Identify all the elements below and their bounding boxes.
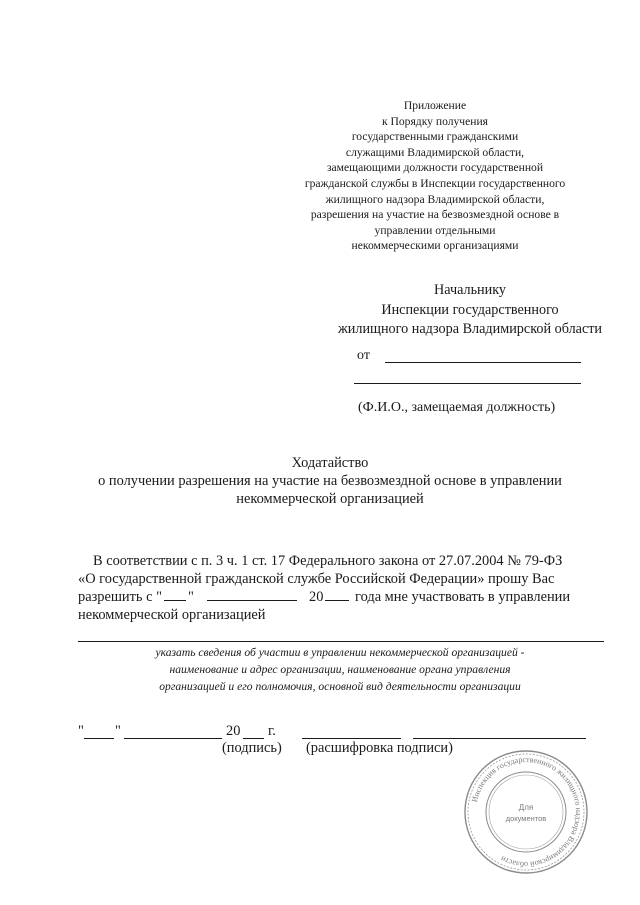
appendix-line: Приложение xyxy=(403,99,467,112)
appendix-line: разрешения на участие на безвозмездной основе в xyxy=(310,208,560,222)
sig-year-blank[interactable] xyxy=(243,738,264,739)
organization-info-line[interactable] xyxy=(78,641,604,642)
appendix-line: государственными гражданскими xyxy=(351,130,519,144)
body-text: 20 xyxy=(309,589,324,605)
appendix-line: к Порядку получения xyxy=(381,114,489,128)
from-label: от xyxy=(357,348,370,363)
addressee-line: Начальнику xyxy=(433,282,507,298)
addressee-line: жилищного надзора Владимирской области xyxy=(337,321,603,337)
sig-day-blank[interactable] xyxy=(84,738,114,739)
stamp-seal xyxy=(462,748,590,876)
stamp-ring-text: Инспекция государственного жилищного надзора Владимирской области xyxy=(470,754,584,870)
year-blank[interactable] xyxy=(325,588,349,601)
decode-label: (расшифровка подписи) xyxy=(306,740,453,756)
body-text: разрешить с " xyxy=(78,589,162,605)
title-line: о получении разрешения на участие на безвозмездной основе в управлении xyxy=(98,473,562,489)
appendix-line: гражданской службы в Инспекции государственного xyxy=(304,176,566,190)
title-line: некоммерческой организацией xyxy=(236,491,424,507)
hint-line: наименование и адрес организации, наименование органа управления xyxy=(169,663,511,677)
hint-block xyxy=(80,644,600,696)
title-heading: Ходатайство xyxy=(291,455,369,471)
stamp-center-text-2: документов xyxy=(505,814,547,823)
hint-line: указать сведения об участии в управлении некоммерческой организацией - xyxy=(155,646,525,659)
sig-year-prefix: 20 xyxy=(226,723,241,739)
from-position-blank[interactable] xyxy=(354,383,581,384)
stamp-center-text-1: Для xyxy=(518,803,534,812)
addressee-line: Инспекции государственного xyxy=(381,301,559,318)
body-text: года мне участвовать в управлении xyxy=(355,589,571,605)
sig-quote-close: " xyxy=(115,723,121,739)
from-name-blank[interactable] xyxy=(385,362,581,363)
body-line-2: «О государственной гражданской службе Российской Федерации» прошу Вас xyxy=(78,571,555,587)
appendix-caption xyxy=(270,98,600,254)
sig-month-blank[interactable] xyxy=(124,738,222,739)
body-line-1: В соответствии с п. 3 ч. 1 ст. 17 Федерального закона от 27.07.2004 № 79-ФЗ xyxy=(93,553,563,569)
month-blank[interactable] xyxy=(207,588,297,601)
appendix-line: замещающими должности государственной xyxy=(326,161,544,175)
addressee-block xyxy=(300,281,640,340)
sig-quote-open: " xyxy=(78,723,84,739)
document-title xyxy=(40,454,620,508)
body-line-4: некоммерческой организацией xyxy=(78,607,266,623)
sign-label: (подпись) xyxy=(222,740,282,756)
sig-year-suffix: г. xyxy=(268,723,276,739)
appendix-line: некоммерческими организациями xyxy=(351,239,519,253)
fio-label: (Ф.И.О., замещаемая должность) xyxy=(358,400,556,415)
appendix-line: управлении отдельными xyxy=(374,223,496,237)
hint-line: организацией и его полномочия, основной вид деятельности организации xyxy=(159,680,521,694)
signature-blank[interactable] xyxy=(302,738,401,739)
appendix-line: служащими Владимирской области, xyxy=(345,145,525,159)
day-blank[interactable] xyxy=(164,588,186,601)
body-text: " xyxy=(187,589,194,605)
appendix-line: жилищного надзора Владимирской области, xyxy=(325,192,545,206)
body-line-3 xyxy=(78,588,570,606)
signature-decode-blank[interactable] xyxy=(413,738,586,739)
